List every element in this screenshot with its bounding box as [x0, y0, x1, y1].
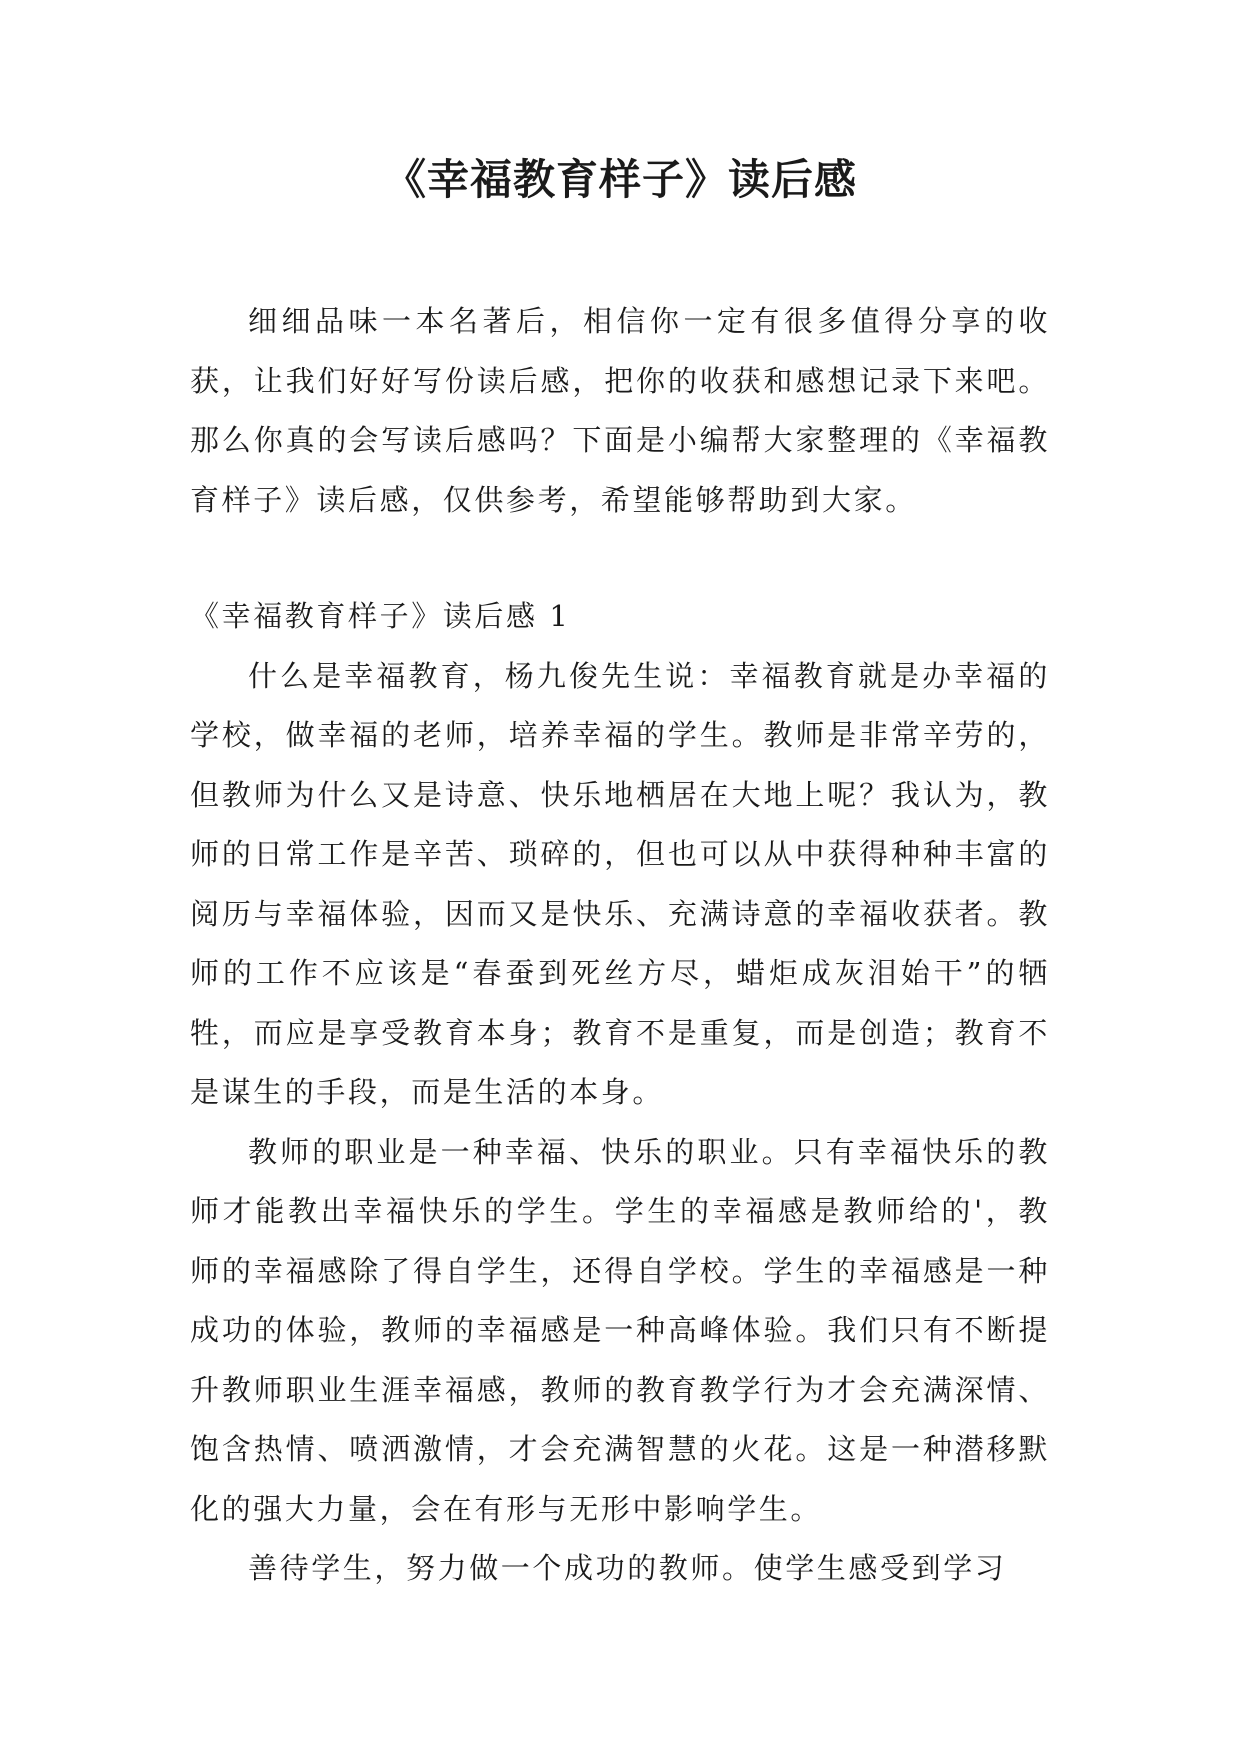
document-title: 《幸福教育样子》读后感	[383, 155, 857, 204]
intro-paragraph: 细细品味一本名著后，相信你一定有很多值得分享的收获，让我们好好写份读后感，把你的收获和感想记录下来吧。那么你真的会写读后感吗？下面是小编帮大家整理的《幸福教育样子》读后感，仅供参考，希望能够帮助到大家。	[190, 304, 1050, 517]
body-paragraph-3: 善待学生，努力做一个成功的教师。使学生感受到学习	[248, 1551, 1007, 1585]
body-paragraph-1: 什么是幸福教育，杨九俊先生说：幸福教育就是办幸福的学校，做幸福的老师，培养幸福的学生。教师是非常辛劳的，但教师为什么又是诗意、快乐地栖居在大地上呢？我认为，教师的日常工作是辛苦、琐碎的，但也可以从中获得种种丰富的阅历与幸福体验，因而又是快乐、充满诗意的幸福收获者。教师的工作不应该是“春蚕到死丝方尽，蜡炬成灰泪始干”的牺牲，而应是享受教育本身；教育不是重复，而是创造；教育不是谋生的手段，而是生活的本身。	[190, 658, 1050, 1109]
body-paragraph-2: 教师的职业是一种幸福、快乐的职业。只有幸福快乐的教师才能教出幸福快乐的学生。学生的幸福感是教师给的'，教师的幸福感除了得自学生，还得自学校。学生的幸福感是一种成功的体验，教师的幸福感是一种高峰体验。我们只有不断提升教师职业生涯幸福感，教师的教育教学行为才会充满深情、饱含热情、喷洒激情，才会充满智慧的火花。这是一种潜移默化的强大力量，会在有形与无形中影响学生。	[190, 1134, 1050, 1526]
document-body	[190, 292, 1050, 1599]
section-heading: 《幸福教育样子》读后感 1	[190, 599, 571, 633]
